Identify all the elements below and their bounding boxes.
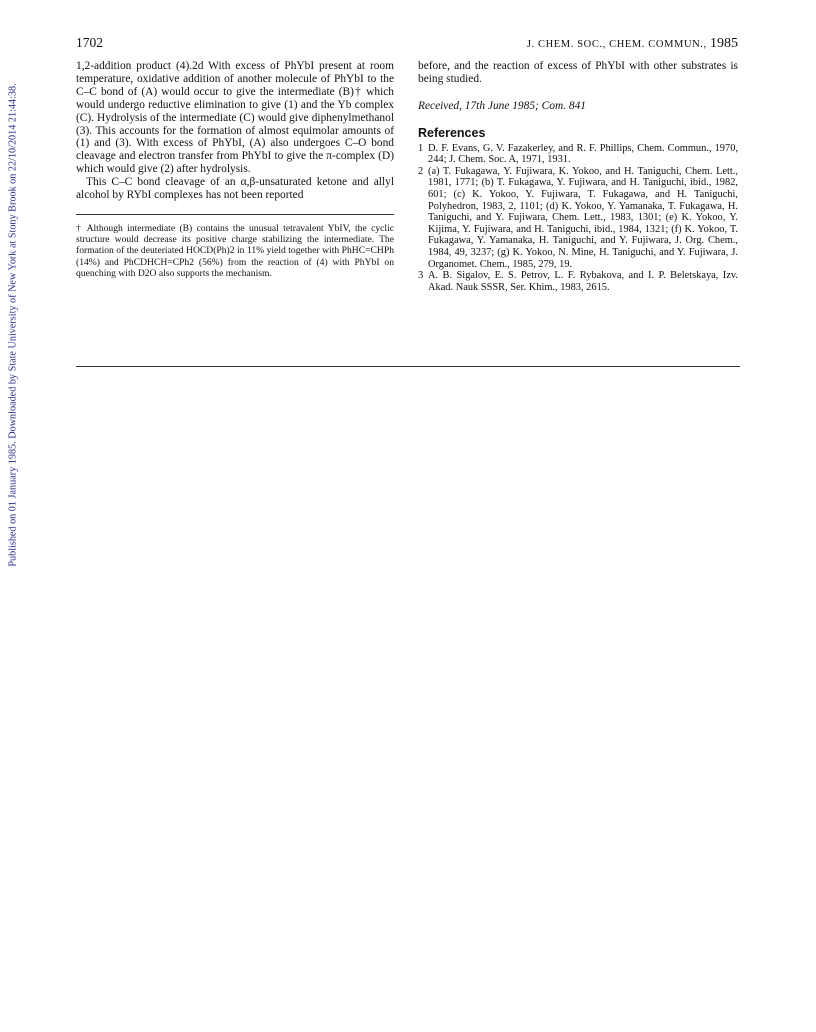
reference-number: 2 (418, 165, 424, 177)
running-header (527, 36, 738, 52)
reference-text: D. F. Evans, G. V. Fazakerley, and R. F. Phillips, Chem. Commun., 1970, 244; J. Chem. Soc. A, 1971, 1931. (428, 142, 738, 166)
references-heading: References (418, 125, 486, 140)
reference-number: 1 (418, 142, 424, 154)
reference-item (418, 166, 738, 270)
received-date: Received, 17th June 1985; Com. 841 (418, 99, 586, 112)
journal-year: 1985 (710, 36, 738, 51)
page-bottom-rule (76, 366, 740, 367)
footnote-divider (76, 214, 394, 215)
body-paragraph: This C–C bond cleavage of an α,β-unsaturated ketone and allyl alcohol by RYbI complexes has not been reported (76, 176, 394, 202)
download-stamp-text: Published on 01 January 1985. Downloaded by State University of New York at Stony Brook on 22/10/2014 21:44:38. (7, 83, 19, 567)
body-paragraph: before, and the reaction of excess of PhYbI with other substrates is being studied. (418, 60, 738, 85)
reference-item (418, 143, 738, 166)
references-list (418, 143, 738, 294)
right-column (418, 60, 738, 293)
journal-name: J. CHEM. SOC., CHEM. COMMUN., (526, 39, 707, 50)
footnote: † Although intermediate (B) contains the unusual tetravalent YbIV, the cyclic structure would decrease its positive charge stabilizing the intermediate. The formation of the deuteriated HOCD(Ph)2 in 11% yield together with PhHC=CHPh (14%) and PhCDHCH=CPh2 (56%) from the reaction of (4) with PhYbI on quenching with D2O also supports the mechanism. (76, 222, 394, 279)
download-stamp (4, 0, 22, 650)
reference-number: 3 (418, 270, 424, 282)
left-column (76, 60, 394, 279)
body-paragraph: 1,2-addition product (4).2d With excess of PhYbI present at room temperature, oxidative addition of another molecule of PhYbI to the C–C bond of (A) would occur to give the intermediate (B)† which would undergo reductive elimination to give (1) and the Yb complex (C). Hydrolysis of the intermediate (C) would give diphenylmethanol (3). This accounts for the formation of almost equimolar amounts of (1) and (3). With excess of PhYbI, (A) also undergoes C–O bond cleavage and electron transfer from PhYbI to give the π-complex (D) which would give (2) after hydrolysis. (76, 60, 394, 176)
reference-text: (a) T. Fukagawa, Y. Fujiwara, K. Yokoo, and H. Taniguchi, Chem. Lett., 1981, 1771; (b) T. Fukagawa, Y. Fujiwara, and H. Taniguchi, ibid., 1982, 601; (c) K. Yokoo, Y. Fujiwara, T. Fukagawa, and H. Taniguchi, Polyhedron, 1983, 2, 1101; (d) K. Yokoo, Y. Yamanaka, T. Fukagawa, H. Taniguchi, and Y. Fujiwara, Chem. Lett., 1983, 1301; (e) K. Yokoo, Y. Kijima, Y. Fujiwara, and H. Taniguchi, ibid., 1984, 1321; (f) K. Yokoo, T. Fukagawa, Y. Yamanaka, H. Taniguchi, and Y. Fujiwara, J. Org. Chem., 1984, 49, 3237; (g) K. Yokoo, N. Mine, H. Taniguchi, and Y. Fujiwara, J. Organomet. Chem., 1985, 279, 19. (428, 165, 738, 270)
reference-text: A. B. Sigalov, E. S. Petrov, L. F. Rybakova, and I. P. Beletskaya, Izv. Akad. Nauk SSSR, Ser. Khim., 1983, 2615. (428, 270, 738, 293)
page-number: 1702 (76, 35, 103, 50)
reference-item (418, 270, 738, 293)
